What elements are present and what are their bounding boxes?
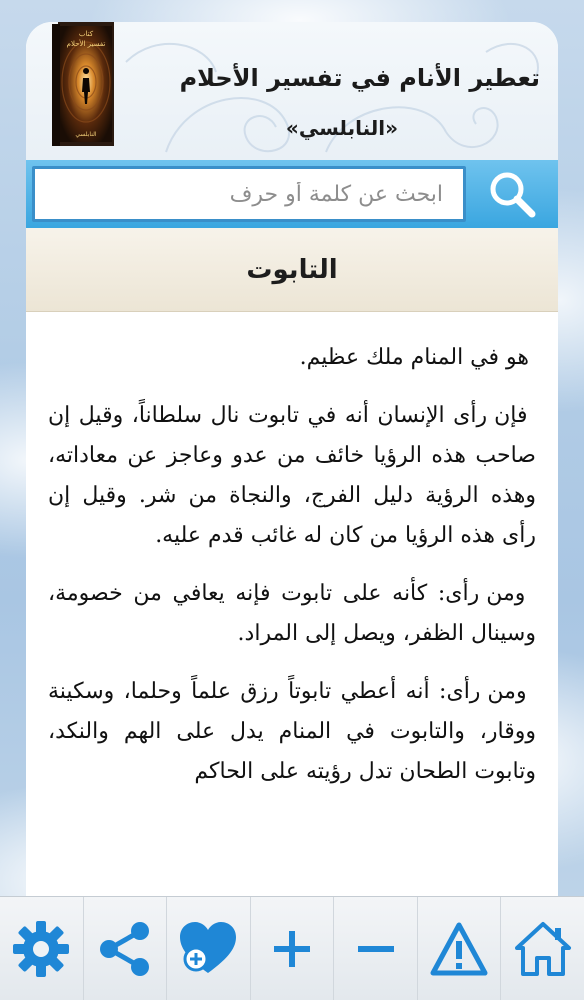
- book-cover-image: [52, 22, 118, 148]
- gear-icon: [11, 919, 71, 979]
- bottom-toolbar: [0, 896, 584, 1000]
- app-header: [26, 22, 558, 160]
- entry-paragraph: هو في المنام ملك عظيم.: [299, 345, 529, 370]
- book-cover-label: كتاب: [78, 30, 94, 38]
- add-favorite-button[interactable]: [166, 897, 250, 1000]
- minus-icon: [354, 927, 398, 971]
- share-button[interactable]: [83, 897, 167, 1000]
- book-cover-title: تفسير الأحلام: [66, 40, 106, 48]
- zoom-in-button[interactable]: [250, 897, 334, 1000]
- app-card: [26, 22, 558, 922]
- home-icon: [513, 920, 573, 978]
- plus-icon: [270, 927, 314, 971]
- heart-plus-icon: [176, 919, 240, 979]
- search-input[interactable]: [32, 166, 466, 222]
- settings-button[interactable]: [0, 897, 83, 1000]
- app-subtitle: «النابلسي»: [285, 116, 399, 140]
- report-button[interactable]: [417, 897, 501, 1000]
- entry-header: [26, 228, 558, 312]
- search-button[interactable]: [470, 164, 554, 224]
- entry-paragraph: فإن رأى الإنسان أنه في تابوت نال سلطاناً، وقيل إن صاحب هذه الرؤيا خائف من عدو وعاجز عن معاداته، وهذه الرؤية دليل الفرج، والنجاة من شر. وقيل إن رأى هذه الرؤيا من كان له غائب قدم عليه.: [48, 403, 536, 548]
- entry-content[interactable]: [26, 312, 558, 922]
- app-title: تعطير الأنام في تفسير الأحلام: [179, 64, 540, 92]
- zoom-out-button[interactable]: [333, 897, 417, 1000]
- entry-title: التابوت: [246, 254, 338, 285]
- share-icon: [95, 919, 155, 979]
- search-icon: [486, 168, 538, 220]
- warning-icon: [429, 921, 489, 977]
- book-cover-author: النابلسي: [75, 131, 97, 138]
- entry-paragraph: ومن رأى: كأنه على تابوت فإنه يعافي من خصومة، وسينال الظفر، ويصل إلى المراد.: [48, 581, 536, 646]
- home-button[interactable]: [500, 897, 584, 1000]
- entry-paragraph: ومن رأى: أنه أعطي تابوتاً رزق علماً وحلما، وسكينة ووقار، والتابوت في المنام يدل على الهم والنكد، وتابوت الطحان تدل رؤيته على الحاكم: [48, 679, 536, 784]
- search-bar: [26, 160, 558, 228]
